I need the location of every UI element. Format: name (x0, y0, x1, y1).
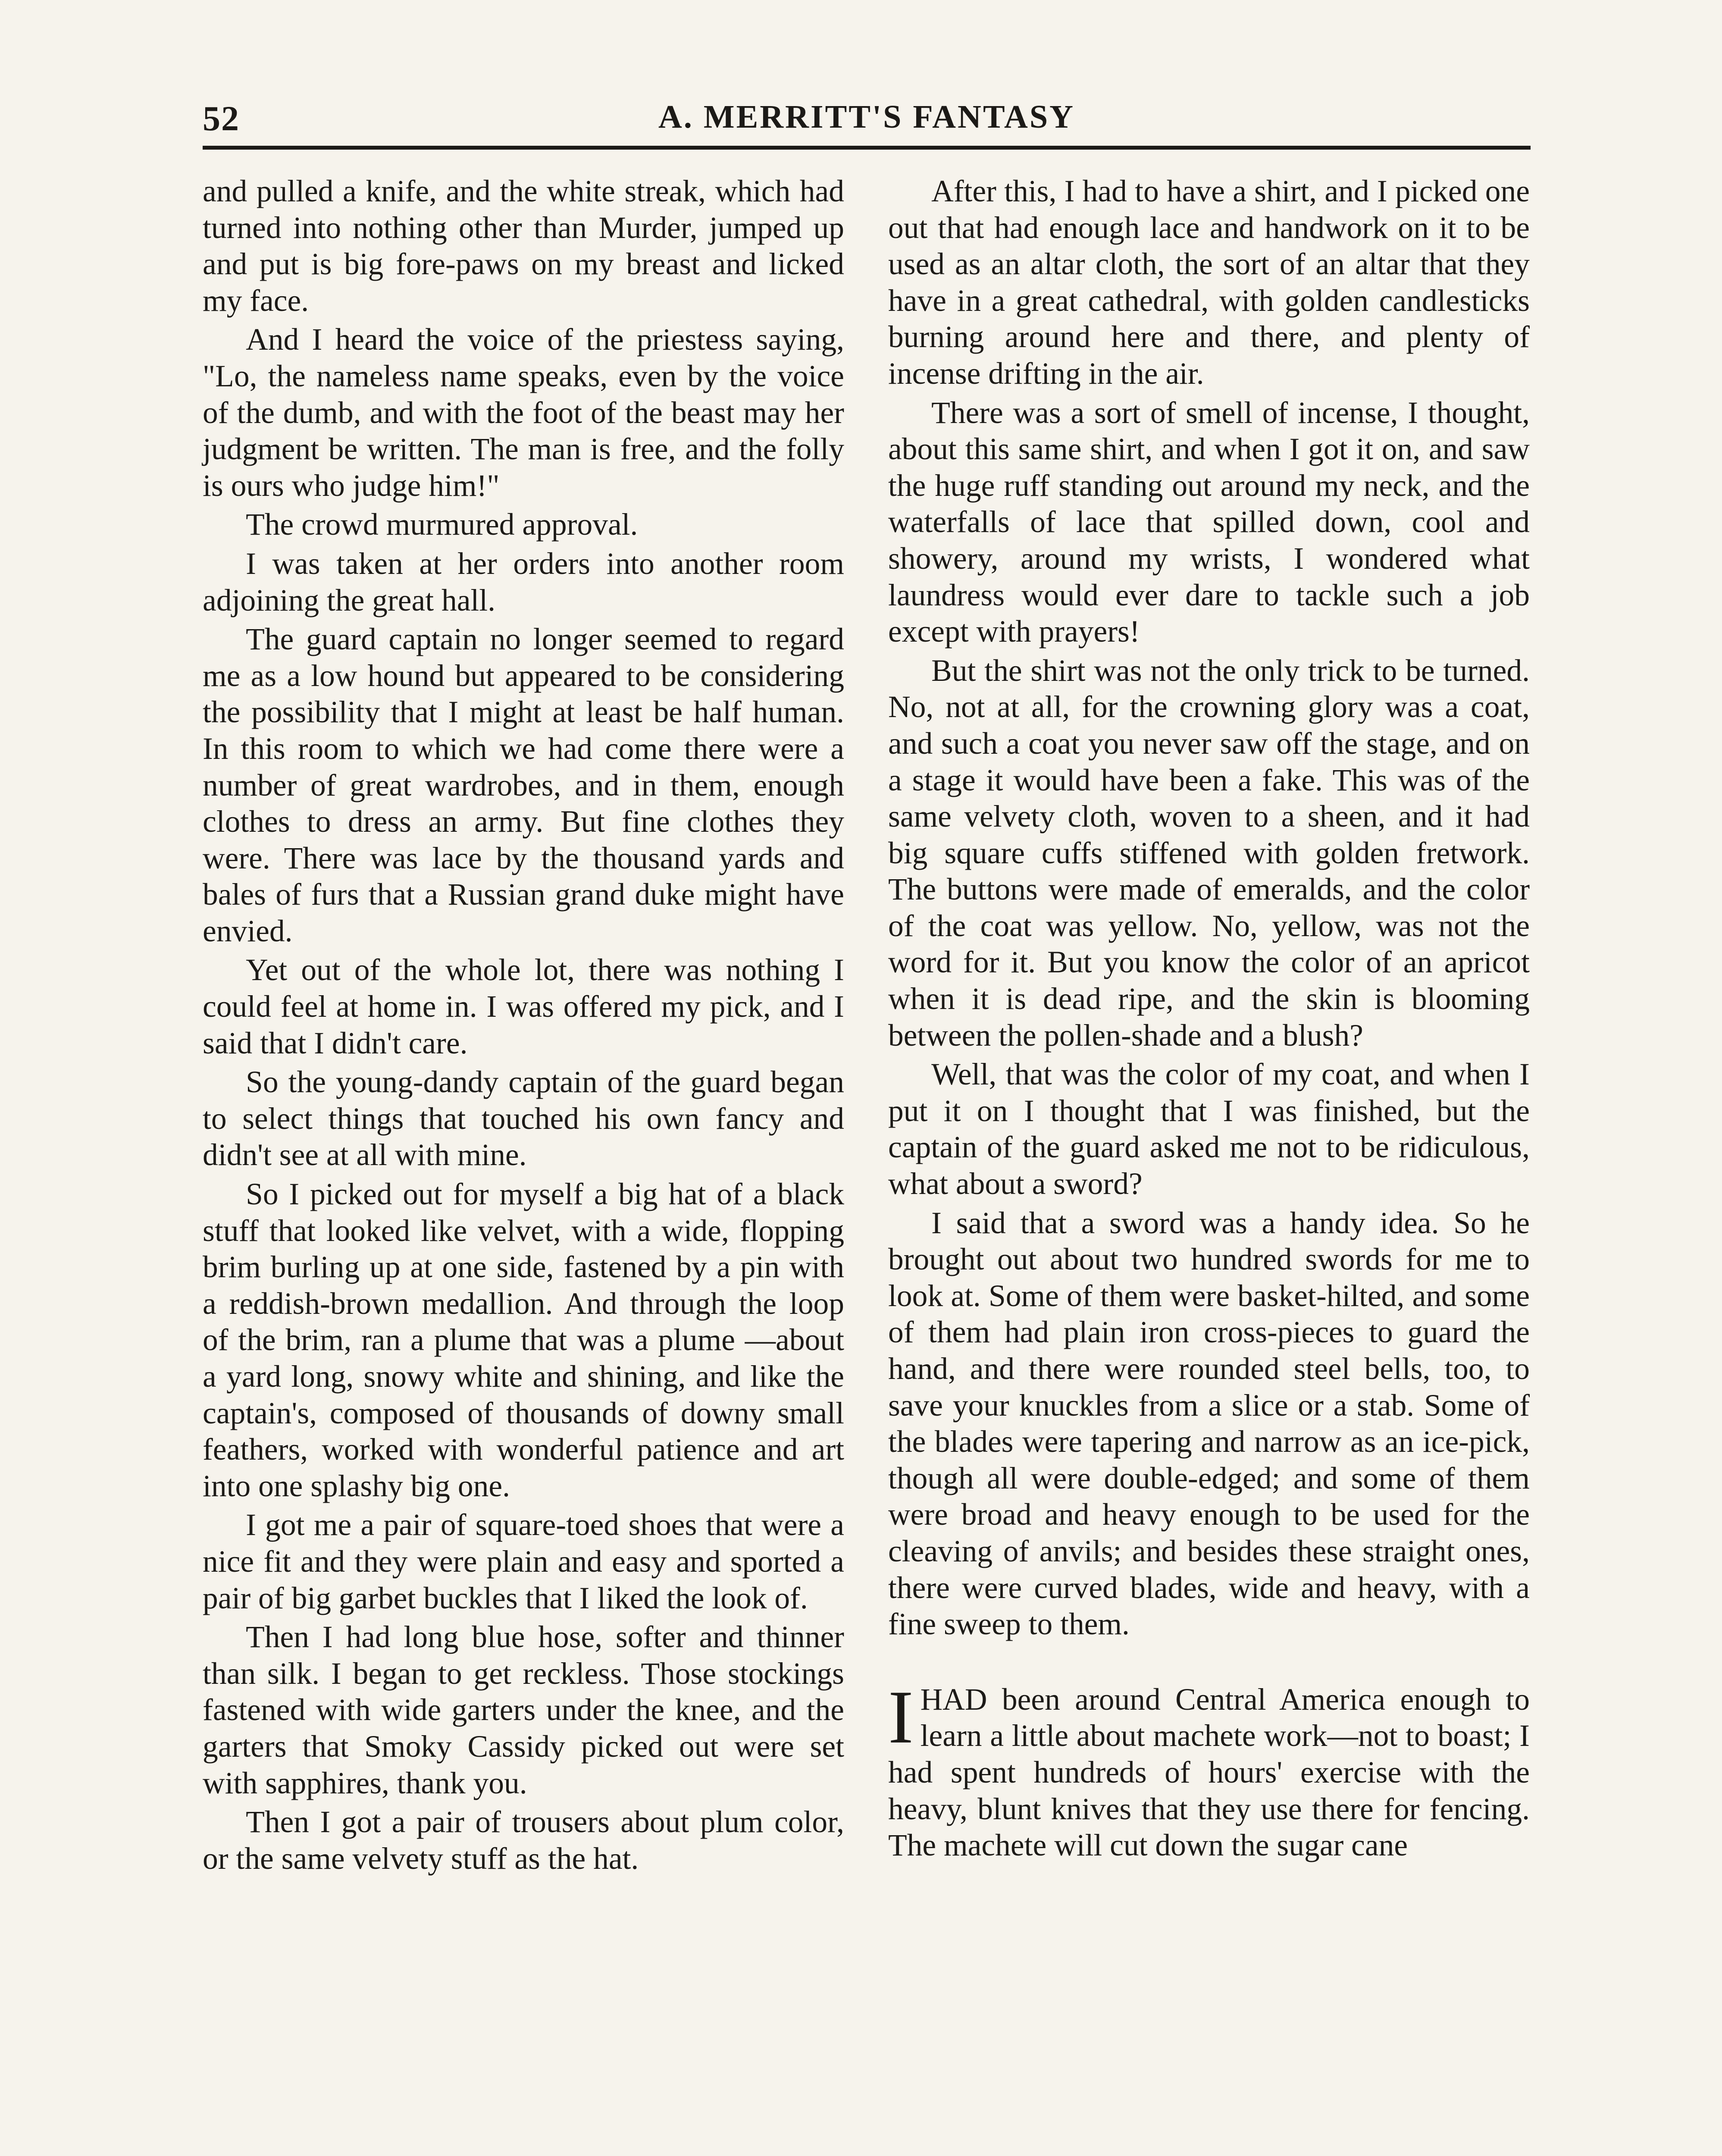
header-rule (203, 146, 1531, 150)
section-text: HAD been around Central America enough to learn a little about machete work—not to boast; I had spent hundreds of hours' exercise with the heavy, blunt knives that they use there for fencing. The machete will cut down the sugar cane (888, 1682, 1530, 1863)
drop-cap: I (888, 1675, 914, 1759)
paragraph: And I heard the voice of the priestess saying, "Lo, the nameless name speaks, even by the voice of the dumb, and with the foot of the beast may her judgment be written. The man is free, and the folly is ours who judge him!" (203, 323, 844, 503)
paragraph: After this, I had to have a shirt, and I picked one out that had enough lace and handwork on it to be used as an altar cloth, the sort of an altar that they have in a great cathedral, with golden candlesticks burning around here and there, and plenty of incense drifting in the air. (888, 174, 1530, 391)
paragraph: Well, that was the color of my coat, and when I put it on I thought that I was finished, but the captain of the guard asked me not to be ridiculous, what about a sword? (888, 1057, 1530, 1201)
paragraph: The guard captain no longer seemed to regard me as a low hound but appeared to be considering the possibility that I might at least be half human. In this room to which we had come there were a number of great wardrobes, and in them, enough clothes to dress an army. But fine clothes they were. There was lace by the thousand yards and bales of furs that a Russian grand duke might have envied. (203, 622, 844, 948)
page-number: 52 (203, 99, 240, 138)
paragraph: Then I got a pair of trousers about plum color, or the same velvety stuff as the hat. (203, 1805, 844, 1876)
paragraph: But the shirt was not the only trick to be turned. No, not at all, for the crowning glory was a coat, and such a coat you never saw off the stage, and on a stage it would have been a fake. This was of the same velvety cloth, woven to a sheen, and it had big square cuffs stiffened with golden fretwork. The buttons were made of emeralds, and the color of the coat was yellow. No, yellow, was not the word for it. But you know the color of an apricot when it is dead ripe, and the skin is blooming between the pollen-shade and a blush? (888, 653, 1530, 1053)
paragraph: Then I had long blue hose, softer and thinner than silk. I began to get reckless. Those stockings fastened with wide garters under the knee, and the garters that Smoky Cassidy picked out were set with sapphires, thank you. (203, 1620, 844, 1800)
running-head (203, 98, 1531, 146)
paragraph: I was taken at her orders into another room adjoining the great hall. (203, 546, 844, 617)
right-column (888, 173, 1530, 1864)
paragraph: I got me a pair of square-toed shoes that were a nice fit and they were plain and easy and sported a pair of big garbet buckles that I liked the look of. (203, 1508, 844, 1615)
paragraph: So I picked out for myself a big hat of a black stuff that looked like velvet, with a wide, flopping brim burling up at one side, fastened by a pin with a reddish-brown medallion. And through the loop of the brim, ran a plume that was a plume —about a yard long, snowy white and shining, and like the captain's, composed of thousands of downy small feathers, worked with wonderful patience and art into one splashy big one. (203, 1177, 844, 1503)
section-opening-paragraph (888, 1675, 1530, 1864)
left-column (203, 173, 844, 1877)
paragraph: The crowd murmured approval. (246, 508, 638, 542)
magazine-title: A. MERRITT'S FANTASY (658, 99, 1075, 135)
paragraph: So the young-dandy captain of the guard began to select things that touched his own fancy and didn't see at all with mine. (203, 1065, 844, 1172)
paragraph: There was a sort of smell of incense, I thought, about this same shirt, and when I got it on, and saw the huge ruff standing out around my neck, and the waterfalls of lace that spilled down, cool and showery, around my wrists, I wondered what laundress would ever dare to tackle such a job except with prayers! (888, 395, 1530, 649)
paragraph: I said that a sword was a handy idea. So he brought out about two hundred swords for me to look at. Some of them were basket-hilted, and some of them had plain iron cross-pieces to guard the hand, and there were rounded steel bells, too, to save your knuckles from a slice or a stab. Some of the blades were tapering and narrow as an ice-pick, though all were double-edged; and some of them were broad and heavy enough to be used for the cleaving of anvils; and besides these straight ones, there were curved blades, wide and heavy, with a fine sweep to them. (888, 1206, 1530, 1642)
paragraph: and pulled a knife, and the white streak, which had turned into nothing other than Murder, jumped up and put is big fore-paws on my breast and licked my face. (203, 174, 844, 318)
paragraph: Yet out of the whole lot, there was nothing I could feel at home in. I was offered my pick, and I said that I didn't care. (203, 953, 844, 1060)
